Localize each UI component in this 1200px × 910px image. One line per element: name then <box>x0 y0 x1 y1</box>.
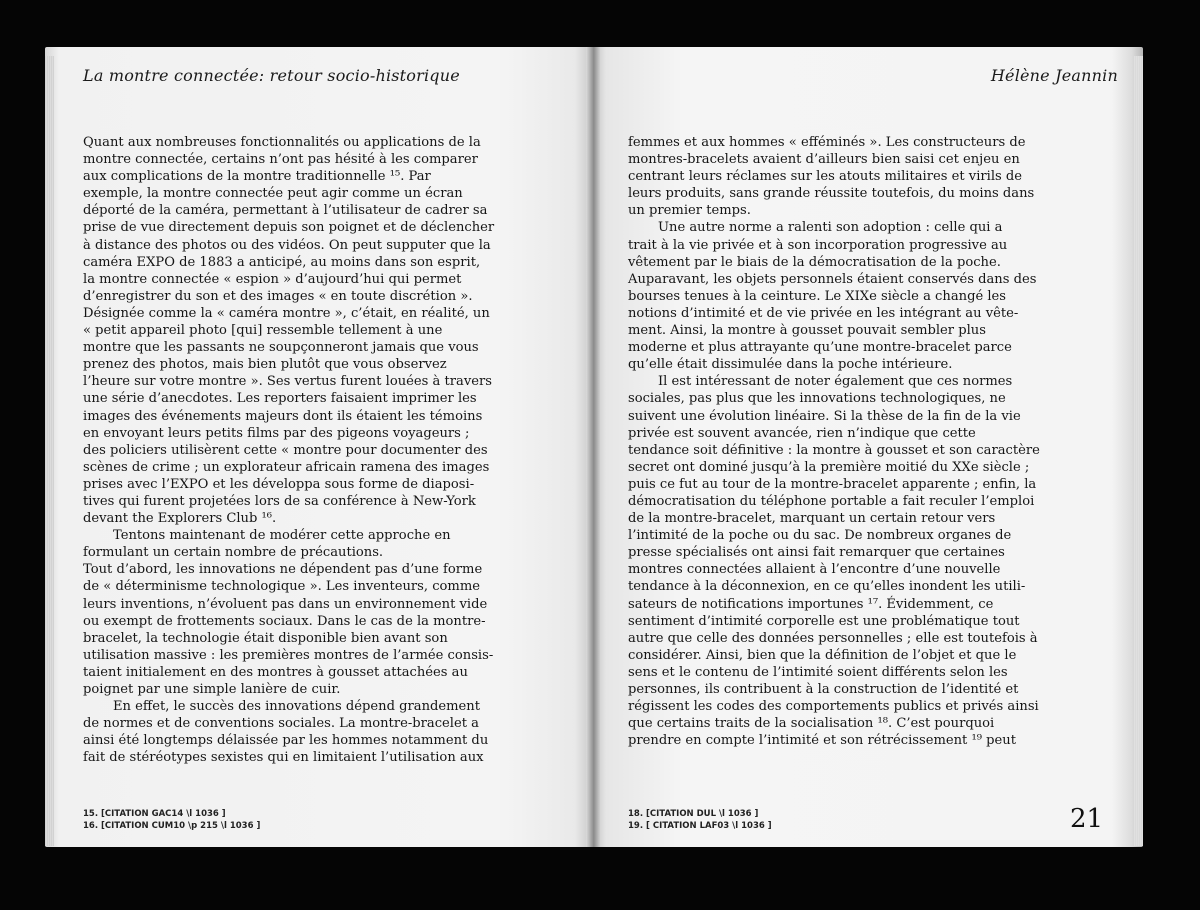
left-body-text <box>83 134 495 766</box>
text-line: ainsi été longtemps délaissée par les hommes notamment du <box>83 733 489 749</box>
text-line: Auparavant, les objets personnels étaient conservés dans des <box>628 271 1037 287</box>
text-line: de la montre-bracelet, marquant un certain retour vers <box>628 511 996 527</box>
text-line: en envoyant leurs petits films par des pigeons voyageurs ; <box>83 425 470 441</box>
text-line: utilisation massive : les premières montres de l’armée consis- <box>83 647 494 663</box>
text-line: sentiment d’intimité corporelle est une problématique tout <box>628 613 1020 629</box>
text-line: Tentons maintenant de modérer cette approche en <box>113 528 451 544</box>
text-line: scènes de crime ; un explorateur africain ramena des images <box>83 459 490 475</box>
text-line: formulant un certain nombre de précautions. <box>83 545 384 561</box>
text-line: d’enregistrer du son et des images « en toute discrétion ». <box>83 288 473 304</box>
text-line: images des événements majeurs dont ils étaient les témoins <box>83 408 483 424</box>
paragraph <box>628 373 1040 749</box>
text-line: que certains traits de la socialisation ¹⁸. C’est pourquoi <box>628 716 995 732</box>
left-running-head: La montre connectée: retour socio-historique <box>83 66 460 85</box>
paragraph <box>83 561 494 698</box>
text-line: fait de stéréotypes sexistes qui en limitaient l’utilisation aux <box>83 750 484 766</box>
footnote: 19. [ CITATION LAF03 \l 1036 ] <box>628 821 772 831</box>
text-line: l’heure sur votre montre ». Ses vertus furent louées à travers <box>83 374 492 390</box>
text-line: puis ce fut au tour de la montre-bracelet apparente ; enfin, la <box>628 476 1037 492</box>
text-line: tendance à la déconnexion, en ce qu’elles inondent les utili- <box>628 579 1026 595</box>
paragraph <box>83 134 495 527</box>
text-line: Une autre norme a ralenti son adoption : celle qui a <box>658 220 1003 236</box>
text-line: montre connectée, certains n’ont pas hésité à les comparer <box>83 152 478 168</box>
text-line: tendance soit définitive : la montre à gousset et son caractère <box>628 442 1040 458</box>
text-line: la montre connectée « espion » d’aujourd’hui qui permet <box>83 271 462 287</box>
text-line: Quant aux nombreuses fonctionnalités ou applications de la <box>83 135 481 150</box>
text-line: bracelet, la technologie était disponible bien avant son <box>83 630 448 646</box>
text-line: à distance des photos ou des vidéos. On peut supputer que la <box>83 237 491 253</box>
text-line: « petit appareil photo [qui] ressemble tellement à une <box>83 323 443 339</box>
text-line: secret ont dominé jusqu’à la première moitié du XXe siècle ; <box>628 459 1030 475</box>
paragraph <box>83 527 463 561</box>
text-line: vêtement par le biais de la démocratisation de la poche. <box>628 254 1001 270</box>
text-line: caméra EXPO de 1883 a anticipé, au moins dans son esprit, <box>83 254 481 270</box>
text-line: montres connectées allaient à l’encontre d’une nouvelle <box>628 562 1001 578</box>
text-line: poignet par une simple lanière de cuir. <box>83 682 341 697</box>
text-line: Désignée comme la « caméra montre », c’était, en réalité, un <box>83 305 490 321</box>
page-number: 21 <box>1070 804 1104 834</box>
text-line: montre que les passants ne soupçonneront jamais que vous <box>83 340 479 356</box>
text-line: déporté de la caméra, permettant à l’utilisateur de cadrer sa <box>83 203 488 219</box>
text-line: exemple, la montre connectée peut agir comme un écran <box>83 186 463 202</box>
book-spine <box>586 47 600 847</box>
text-line: privée est souvent avancée, rien n’indique que cette <box>628 425 976 441</box>
text-line: presse spécialisés ont ainsi fait remarquer que certaines <box>628 545 1005 561</box>
text-line: considérer. Ainsi, bien que la définition de l’objet et que le <box>628 647 1017 663</box>
text-line: personnes, ils contribuent à la construction de l’identité et <box>628 682 1019 697</box>
text-line: aux complications de la montre traditionnelle ¹⁵. Par <box>83 169 431 185</box>
left-footnotes <box>83 808 260 832</box>
text-line: autre que celle des données personnelles ; elle est toutefois à <box>628 630 1038 646</box>
text-line: Tout d’abord, les innovations ne dépendent pas d’une forme <box>83 562 483 578</box>
text-line: prises avec l’EXPO et les développa sous forme de diaposi- <box>83 476 475 492</box>
text-line: notions d’intimité et de vie privée en les intégrant au vête- <box>628 305 1019 321</box>
text-line: suivent une évolution linéaire. Si la thèse de la fin de la vie <box>628 408 1021 424</box>
text-line: des policiers utilisèrent cette « montre pour documenter des <box>83 442 488 458</box>
text-line: taient initialement en des montres à gousset attachées au <box>83 664 468 680</box>
right-body-text <box>628 134 1040 749</box>
text-line: régissent les codes des comportements publics et privés ainsi <box>628 699 1039 715</box>
text-line: sateurs de notifications importunes ¹⁷. Évidemment, ce <box>628 596 994 612</box>
text-line: devant the Explorers Club ¹⁶. <box>83 511 277 527</box>
right-page-edge <box>1134 56 1143 846</box>
footnote: 18. [CITATION DUL \l 1036 ] <box>628 809 759 819</box>
text-line: leurs produits, sans grande réussite toutefois, du moins dans <box>628 186 1035 202</box>
left-page-edge <box>45 56 54 846</box>
text-line: de normes et de conventions sociales. La montre-bracelet a <box>83 716 479 732</box>
text-line: de « déterminisme technologique ». Les inventeurs, comme <box>83 579 481 595</box>
text-line: prise de vue directement depuis son poignet et de déclencher <box>83 220 495 236</box>
paragraph <box>628 219 1037 373</box>
text-line: l’intimité de la poche ou du sac. De nombreux organes de <box>628 528 1012 544</box>
paragraph <box>628 134 1035 219</box>
text-line: sens et le contenu de l’intimité soient différents selon les <box>628 664 1008 680</box>
text-line: centrant leurs réclames sur les atouts militaires et virils de <box>628 169 1023 185</box>
right-running-head: Hélène Jeannin <box>990 66 1118 85</box>
text-line: trait à la vie privée et à son incorporation progressive au <box>628 237 1008 253</box>
text-line: femmes et aux hommes « efféminés ». Les constructeurs de <box>628 135 1026 150</box>
text-line: En effet, le succès des innovations dépend grandement <box>113 699 480 715</box>
footnote: 15. [CITATION GAC14 \l 1036 ] <box>83 809 226 819</box>
text-line: leurs inventions, n’évoluent pas dans un environnement vide <box>83 596 488 612</box>
right-footnotes <box>628 808 772 832</box>
paragraph <box>83 698 489 766</box>
footnote: 16. [CITATION CUM10 \p 215 \l 1036 ] <box>83 821 261 831</box>
text-line: tives qui furent projetées lors de sa conférence à New-York <box>83 493 476 509</box>
text-line: Il est intéressant de noter également que ces normes <box>658 374 1013 390</box>
text-line: ou exempt de frottements sociaux. Dans le cas de la montre- <box>83 613 486 629</box>
text-line: sociales, pas plus que les innovations technologiques, ne <box>628 391 1006 407</box>
text-line: prenez des photos, mais bien plutôt que vous observez <box>83 357 447 373</box>
text-line: un premier temps. <box>628 203 751 219</box>
text-line: moderne et plus attrayante qu’une montre-bracelet parce <box>628 340 1012 356</box>
text-line: démocratisation du téléphone portable a fait reculer l’emploi <box>628 493 1035 509</box>
text-line: prendre en compte l’intimité et son rétrécissement ¹⁹ peut <box>628 733 1016 749</box>
text-line: montres-bracelets avaient d’ailleurs bien saisi cet enjeu en <box>628 152 1020 168</box>
text-line: bourses tenues à la ceinture. Le XIXe siècle a changé les <box>628 288 1007 304</box>
text-line: une série d’anecdotes. Les reporters faisaient imprimer les <box>83 391 477 407</box>
text-line: qu’elle était dissimulée dans la poche intérieure. <box>628 357 953 373</box>
text-line: ment. Ainsi, la montre à gousset pouvait sembler plus <box>628 323 986 339</box>
